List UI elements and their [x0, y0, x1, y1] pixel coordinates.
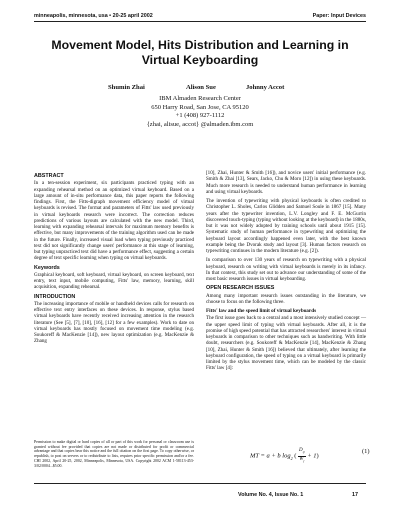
author-name: Alison Sue	[186, 84, 216, 91]
keywords-heading: Keywords	[34, 264, 60, 271]
equation-lhs: MT = a + b log	[250, 452, 291, 460]
header-rule	[34, 21, 366, 22]
keywords-text: Graphical keyboard, soft keyboard, virtual keyboard, on screen keyboard, text entry, text input, mobile computing, Fitts' law, memory, learning, skill acquisition, expanding rehearsal.	[34, 271, 194, 291]
abstract-heading: ABSTRACT	[34, 173, 64, 179]
body-paragraph: The first issue goes back to a central and a most intensively studied concept — the upper speed limit of typing with virtual keyboards. After all, it is the promise of high speed potential that has attracted researchers' interest in virtual keyboards in comparison to other techniques such as handwriting. With little doubt, researchers (e.g. Soukoreff & MacKenzie [14], MacKenzie & Zhang [10], Zhai, Hunter & Smith [16]) believed that ultimately, after learning the keyboard configuration, the speed of typing on a virtual keyboard is primarily limited by the stylus movement time, which can be modeled by the classic Fitts' law [4]:	[206, 315, 366, 372]
equation-number: (1)	[362, 448, 370, 455]
author-name: Johnny Accot	[246, 84, 285, 91]
equation-denominator-subscript: j	[303, 458, 305, 463]
equation-log-base: 2	[290, 455, 293, 461]
body-paragraph: The invention of typewriting with physical keyboards is often credited to Christopher L. Sholes, Carlos Glidden and Samuel Soule in 1867 [15]. Many years after the typewriter invention, L.V. Longley and F. E. McGurrin discovered touch-typing (typing without looking at the keyboard) in the 1880s, but it was not widely adopted by training schools until about 1915 [15]. Systematic study of human performance in typewriting and optimizing the keyboard layout accordingly happened even later, with the best known example being the Dvorak study and layout [3]. Human factors research on typewriting continues in the modern literature (e.g. [2]).	[206, 198, 366, 254]
running-header-section: Paper: Input Devices	[312, 13, 366, 19]
equation-numerator: D	[299, 448, 303, 453]
abstract-text: In a ten-session experiment, six participants practiced typing with an expanding rehearsal method on an optimized virtual keyboard. Based on a large amount of in-situ performance data, this paper reports the following findings. First, the Fitts-digraph movement efficiency model of virtual keyboards is revised. The format and parameters of Fitts' law used previously in virtual keyboards research were incorrect. The correction reduces predictions of various layouts are calculated with the new model. Third, learning with expanding rehearsal intervals for maximum memory benefits is effective, but many improvements of the training algorithm used can be made in the future. Finally, increased visual load when typing previously practiced text did not significantly change users' performance at this stage of learning, but typing unpracticed text did have a performance effect, suggesting a certain degree of text specific learning when typing on virtual keyboards.	[34, 180, 194, 262]
equation-denominator: W	[299, 456, 304, 462]
equation-fraction	[298, 448, 306, 464]
paper-title: Movement Model, Hits Distribution and Learning in Virtual Keyboarding	[51, 38, 349, 67]
affiliation-block	[34, 95, 366, 129]
author-name: Shumin Zhai	[108, 84, 145, 91]
equation-numerator-subscript: ij	[302, 450, 305, 454]
copyright-footnote: Permission to make digital or hard copies of all or part of this work for personal or classroom use is granted without fee provided that copies are not made or distributed for profit or commercial advantage and that copies bear this notice and the full citation on the first page. To copy otherwise, or republish, to post on servers or to redistribute to lists, requires prior specific permission and/or a fee. CHI 2002, April 20-25, 2002, Minneapolis, Minnesota, USA. Copyright 2002 ACM 1-58113-453-3/02/0004...$5.00.	[34, 440, 194, 468]
footer-volume: Volume No. 4, Issue No. 1	[238, 492, 304, 498]
open-issues-heading: OPEN RESEARCH ISSUES	[206, 285, 275, 292]
introduction-heading: INTRODUCTION	[34, 293, 76, 300]
affiliation-org: IBM Almaden Research Center	[159, 95, 241, 102]
affiliation-emails: {zhai, alisue, accot} @almaden.ibm.com	[146, 120, 254, 128]
left-column	[34, 170, 194, 348]
body-paragraph: Among many important research issues outstanding in the literature, we choose to focus on the following three.	[206, 292, 366, 305]
running-header-venue: minneapolis, minnesota, usa • 20-25 april 2002	[34, 13, 153, 19]
footer-rule	[34, 483, 366, 484]
fitts-law-equation: MT = a + b $\log_2$ ( $\frac{D_{ij}}{W_j}$ + 1) (1)	[250, 448, 370, 463]
right-column	[206, 170, 366, 375]
body-paragraph: In comparison to over 130 years of research on typewriting with a physical keyboard, research on writing with virtual keyboards is merely in its infancy. In that context, this study set out to advance our understanding of some of the most basic research issues in virtual keyboarding.	[206, 257, 366, 282]
page-number: 17	[352, 492, 358, 498]
introduction-text: The increasing importance of mobile or handheld devices calls for research on effective text entry interfaces on these devices. In response, stylus based virtual keyboards have recently received increasing attention in the research literature (See [5], [7], [10], [16], [12] for a few examples). Work to date on virtual keyboards has mostly focused on movement time modeling (e.g. Soukoreff & MacKenzie [14]), new layout optimization (e.g. MacKenzie & Zhang	[34, 300, 194, 345]
equation-tail: + 1	[307, 452, 317, 460]
fitts-law-subheading: Fitts' law and the speed limit of virtual keyboards	[206, 308, 317, 314]
affiliation-phone: +1 (408) 927-1112	[175, 112, 225, 120]
affiliation-address: 650 Harry Road, San Jose, CA 95120	[151, 103, 249, 111]
body-paragraph: [10], Zhai, Hunter & Smith [16]), and novice users' initial performance (e.g. Smith & Zhai [13], Sears, Jacko, Chu & Moro [12]) in using these keyboards. Much more research is needed to understand human performance in learning and using virtual keyboards.	[206, 170, 366, 195]
